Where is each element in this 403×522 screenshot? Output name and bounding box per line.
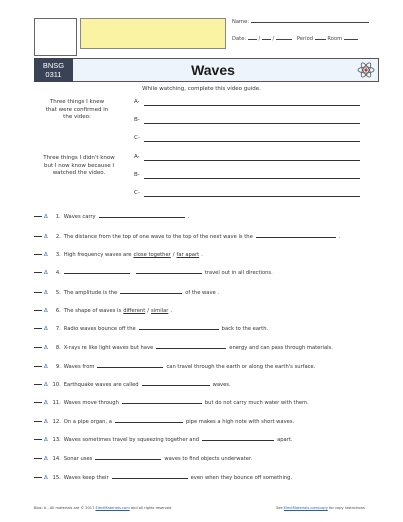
new-knowledge-label: Three things I didn't know but I now know because I watched the video. <box>43 155 115 176</box>
new-c-label: C- <box>134 190 140 196</box>
question-number: 15. <box>52 475 61 481</box>
question-number: 10. <box>52 382 61 388</box>
question-row <box>34 381 379 390</box>
question-text: / <box>172 252 175 258</box>
triangle-icon: Δ <box>44 419 48 425</box>
triangle-icon: Δ <box>44 308 48 314</box>
question-number: 9. <box>55 364 61 370</box>
answer-blank[interactable] <box>95 459 161 460</box>
question-text: On a pipe organ, a <box>63 419 112 425</box>
triangle-icon: Δ <box>44 456 48 462</box>
question-row <box>34 344 379 353</box>
question-row <box>34 289 379 298</box>
triangle-icon: Δ <box>44 270 48 276</box>
question-text: . <box>338 234 341 240</box>
confirmed-a-label: A- <box>134 99 140 105</box>
answer-blank[interactable] <box>115 422 183 423</box>
period-label: Period <box>296 36 314 42</box>
triangle-icon: Δ <box>44 400 48 406</box>
date-label: Date: <box>232 36 247 42</box>
question-number: 5. <box>55 290 61 296</box>
question-row <box>34 233 379 242</box>
check-blank[interactable] <box>34 347 42 348</box>
question-row <box>34 307 379 316</box>
check-blank[interactable] <box>34 384 42 385</box>
confirmed-b-line[interactable] <box>144 123 360 124</box>
confirmed-a-line[interactable] <box>144 105 360 106</box>
new-a-line[interactable] <box>144 160 360 161</box>
question-text: Waves from <box>63 364 95 370</box>
answer-blank[interactable] <box>136 273 202 274</box>
confirmed-b-label: B- <box>134 117 140 123</box>
question-row <box>34 418 379 427</box>
confirmed-label: Three things I knew that were confirmed in the video: <box>45 99 109 120</box>
check-blank[interactable] <box>34 439 42 440</box>
question-text: . <box>187 214 190 220</box>
answer-blank[interactable] <box>99 217 185 218</box>
question-text: X-rays re like light waves but have <box>63 345 154 351</box>
question-row <box>34 251 379 260</box>
date-period-room-row: Date: / / Period Room <box>232 36 358 42</box>
check-blank[interactable] <box>34 292 42 293</box>
check-blank[interactable] <box>34 236 42 237</box>
question-number: 12. <box>52 419 61 425</box>
question-number: 13. <box>52 437 61 443</box>
footer-site-link[interactable]: ElectMaterials.com <box>95 506 130 510</box>
question-row <box>34 269 379 278</box>
question-number: 2. <box>55 234 61 240</box>
answer-blank[interactable] <box>64 273 130 274</box>
page-title: Waves <box>191 62 235 78</box>
question-text: . <box>170 308 173 314</box>
check-blank[interactable] <box>34 421 42 422</box>
question-text: of the wave . <box>185 290 220 296</box>
atom-icon <box>356 60 376 80</box>
question-number: 7. <box>55 326 61 332</box>
triangle-icon: Δ <box>44 475 48 481</box>
check-blank[interactable] <box>34 402 42 403</box>
question-number: 6. <box>55 308 61 314</box>
title-field[interactable] <box>80 18 226 49</box>
name-label: Name: <box>232 19 250 25</box>
new-b-label: B- <box>134 172 140 178</box>
room-label: Room <box>327 36 343 42</box>
triangle-icon: Δ <box>44 214 48 220</box>
question-text: The amplitude is the <box>63 290 118 296</box>
choice-option[interactable]: close together <box>133 252 171 258</box>
question-text: travel out in all directions. <box>204 270 273 276</box>
footer-copy-restrictions: See ElectMaterials.com/copy for copy restrictions <box>276 506 365 510</box>
question-text: High frequency waves are <box>63 252 132 258</box>
question-text: Radio waves bounce off the <box>63 326 136 332</box>
question-text: . <box>201 252 203 258</box>
triangle-icon: Δ <box>44 326 48 332</box>
check-blank[interactable] <box>34 458 42 459</box>
question-text: energy and can pass through materials. <box>229 345 333 351</box>
confirmed-c-line[interactable] <box>144 141 360 142</box>
question-text: waves to find objects underwater. <box>164 456 253 462</box>
answer-blank[interactable] <box>139 329 219 330</box>
question-text: apart. <box>277 437 293 443</box>
triangle-icon: Δ <box>44 290 48 296</box>
question-text: Waves sometimes travel by squeezing together and <box>63 437 200 443</box>
question-text: can travel through the earth or along the earth's surface. <box>166 364 316 370</box>
footer-copyright: Bios: A - All materials are © 2017 ElectMaterials.com and all rights reserved <box>34 506 172 510</box>
check-blank[interactable] <box>34 477 42 478</box>
check-blank[interactable] <box>34 328 42 329</box>
choice-option[interactable]: far apart <box>176 252 200 258</box>
answer-blank[interactable] <box>156 348 226 349</box>
question-row <box>34 455 379 464</box>
answer-blank[interactable] <box>112 478 188 479</box>
answer-blank[interactable] <box>142 385 210 386</box>
instruction-text: While watching, complete this video guide. <box>142 86 261 92</box>
question-text: waves. <box>212 382 231 388</box>
answer-blank[interactable] <box>256 237 336 238</box>
guide-code <box>34 58 73 82</box>
question-number: 3. <box>55 252 61 258</box>
answer-blank[interactable] <box>122 403 202 404</box>
question-text: The shape of waves is <box>63 308 122 314</box>
check-blank[interactable] <box>34 366 42 367</box>
answer-blank[interactable] <box>120 293 182 294</box>
question-text: Sonar uses <box>63 456 93 462</box>
triangle-icon: Δ <box>44 364 48 370</box>
triangle-icon: Δ <box>44 382 48 388</box>
answer-blank[interactable] <box>97 367 163 368</box>
triangle-icon: Δ <box>44 437 48 443</box>
question-row <box>34 436 379 445</box>
logo-box <box>34 18 77 56</box>
question-row <box>34 213 379 222</box>
question-number: 11. <box>52 400 61 406</box>
answer-blank[interactable] <box>202 440 274 441</box>
check-blank[interactable] <box>34 272 42 273</box>
new-a-label: A- <box>134 154 140 160</box>
name-field[interactable] <box>232 19 369 25</box>
question-text: Waves carry <box>63 214 96 220</box>
question-text: Waves move through <box>63 400 119 406</box>
check-blank[interactable] <box>34 310 42 311</box>
triangle-icon: Δ <box>44 234 48 240</box>
question-text: Earthquake waves are called <box>63 382 139 388</box>
question-text: Waves keep their <box>63 475 109 481</box>
question-row <box>34 399 379 408</box>
question-text: even when they bounce off something. <box>190 475 293 481</box>
check-blank[interactable] <box>34 216 42 217</box>
new-b-line[interactable] <box>144 178 360 179</box>
question-text: but do not carry much water with them. <box>204 400 309 406</box>
triangle-icon: Δ <box>44 345 48 351</box>
question-text: back to the earth. <box>221 326 269 332</box>
question-number: 14. <box>52 456 61 462</box>
choice-option[interactable]: different <box>123 308 146 314</box>
question-number: 4. <box>55 270 61 276</box>
check-blank[interactable] <box>34 254 42 255</box>
question-number: 8. <box>55 345 61 351</box>
question-row <box>34 474 379 483</box>
question-row <box>34 325 379 334</box>
question-text: / <box>147 308 149 314</box>
question-number: 1. <box>55 214 61 220</box>
question-row <box>34 363 379 372</box>
confirmed-c-label: C- <box>134 135 140 141</box>
new-c-line[interactable] <box>144 196 360 197</box>
question-text: pipe makes a high note with short waves. <box>185 419 295 425</box>
choice-option[interactable]: similar <box>151 308 169 314</box>
guide-code-line2: 0311 <box>45 70 62 79</box>
guide-code-line1: BNSG <box>42 61 65 70</box>
footer-copy-link[interactable]: ElectMaterials.com/copy <box>283 506 328 510</box>
question-text: The distance from the top of one wave to the top of the next wave is the <box>63 234 253 240</box>
triangle-icon: Δ <box>44 252 48 258</box>
